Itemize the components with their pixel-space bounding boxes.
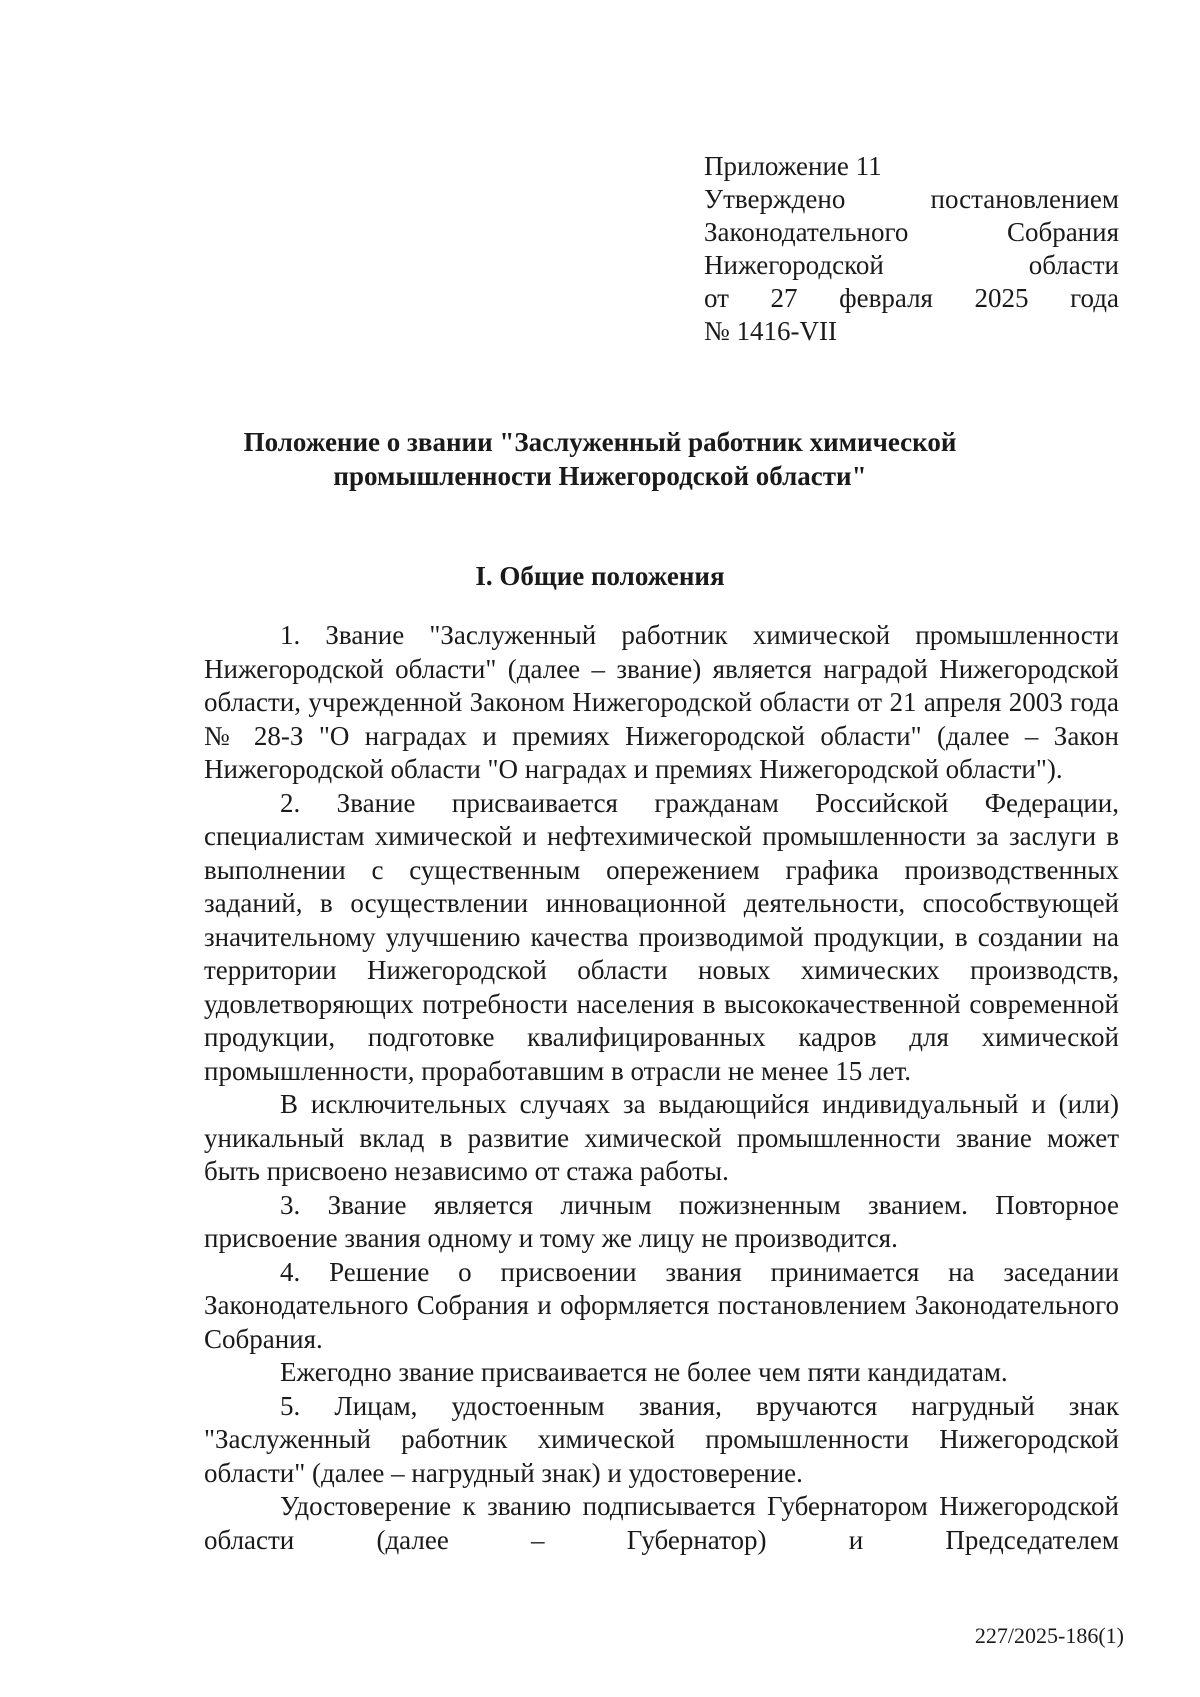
approval-line-4: от 27 февраля 2025 года xyxy=(704,283,1119,313)
section-heading: I. Общие положения xyxy=(475,561,725,591)
resolution-number: № 1416-VII xyxy=(704,316,837,346)
document-body xyxy=(204,619,1119,1557)
document-title-line-2: промышленности Нижегородской области" xyxy=(333,461,867,491)
approval-line-1: Утверждено постановлением xyxy=(704,184,1119,214)
paragraph-6: Ежегодно звание присваивается не более чем пяти кандидатам. xyxy=(280,1357,1008,1387)
document-title xyxy=(200,425,1000,493)
approval-line-3: Нижегородской области xyxy=(704,250,1119,280)
document-title-line-1: Положение о звании "Заслуженный работник химической xyxy=(243,427,957,457)
paragraph-2: 2. Звание присваивается гражданам Российской Федерации, специалистам химической и нефтехимической промышленности за заслуги в выполнении с существенным опережением графика производственных заданий, в осуществлении инновационной деятельности, способствующей значительному улучшению качества производимой продукции, в создании на территории Нижегородской области новых химических производств, удовлетворяющих потребности населения в высококачественной современной продукции, подготовке квалифицированных кадров для химической промышленности, проработавшим в отрасли не менее 15 лет. xyxy=(204,787,1119,1086)
paragraph-8: Удостоверение к званию подписывается Губернатором Нижегородской области (далее – Губернатор) и Председателем xyxy=(204,1491,1119,1555)
paragraph-4: 3. Звание является личным пожизненным званием. Повторное присвоение звания одному и тому же лицу не производится. xyxy=(204,1189,1119,1253)
paragraph-1: 1. Звание "Заслуженный работник химической промышленности Нижегородской области" (далее – звание) является наградой Нижегородской области, учрежденной Законом Нижегородской области от 21 апреля 2003 года № 28-З "О наградах и премиях Нижегородской области" (далее – Закон Нижегородской области "О наградах и премиях Нижегородской области"). xyxy=(204,620,1119,784)
approval-line-2: Законодательного Собрания xyxy=(704,217,1119,247)
approval-block xyxy=(704,150,1119,348)
appendix-label: Приложение 11 xyxy=(704,151,882,181)
paragraph-7: 5. Лицам, удостоенным звания, вручаются нагрудный знак "Заслуженный работник химической промышленности Нижегородской области" (далее – нагрудный знак) и удостоверение. xyxy=(204,1390,1119,1488)
paragraph-3: В исключительных случаях за выдающийся индивидуальный и (или) уникальный вклад в развитие химической промышленности звание может быть присвоено независимо от стажа работы. xyxy=(204,1089,1119,1186)
document-registration-code: 227/2025-186(1) xyxy=(974,1623,1124,1648)
paragraph-5: 4. Решение о присвоении звания принимается на заседании Законодательного Собрания и оформляется постановлением Законодательного Собрания. xyxy=(204,1256,1119,1354)
